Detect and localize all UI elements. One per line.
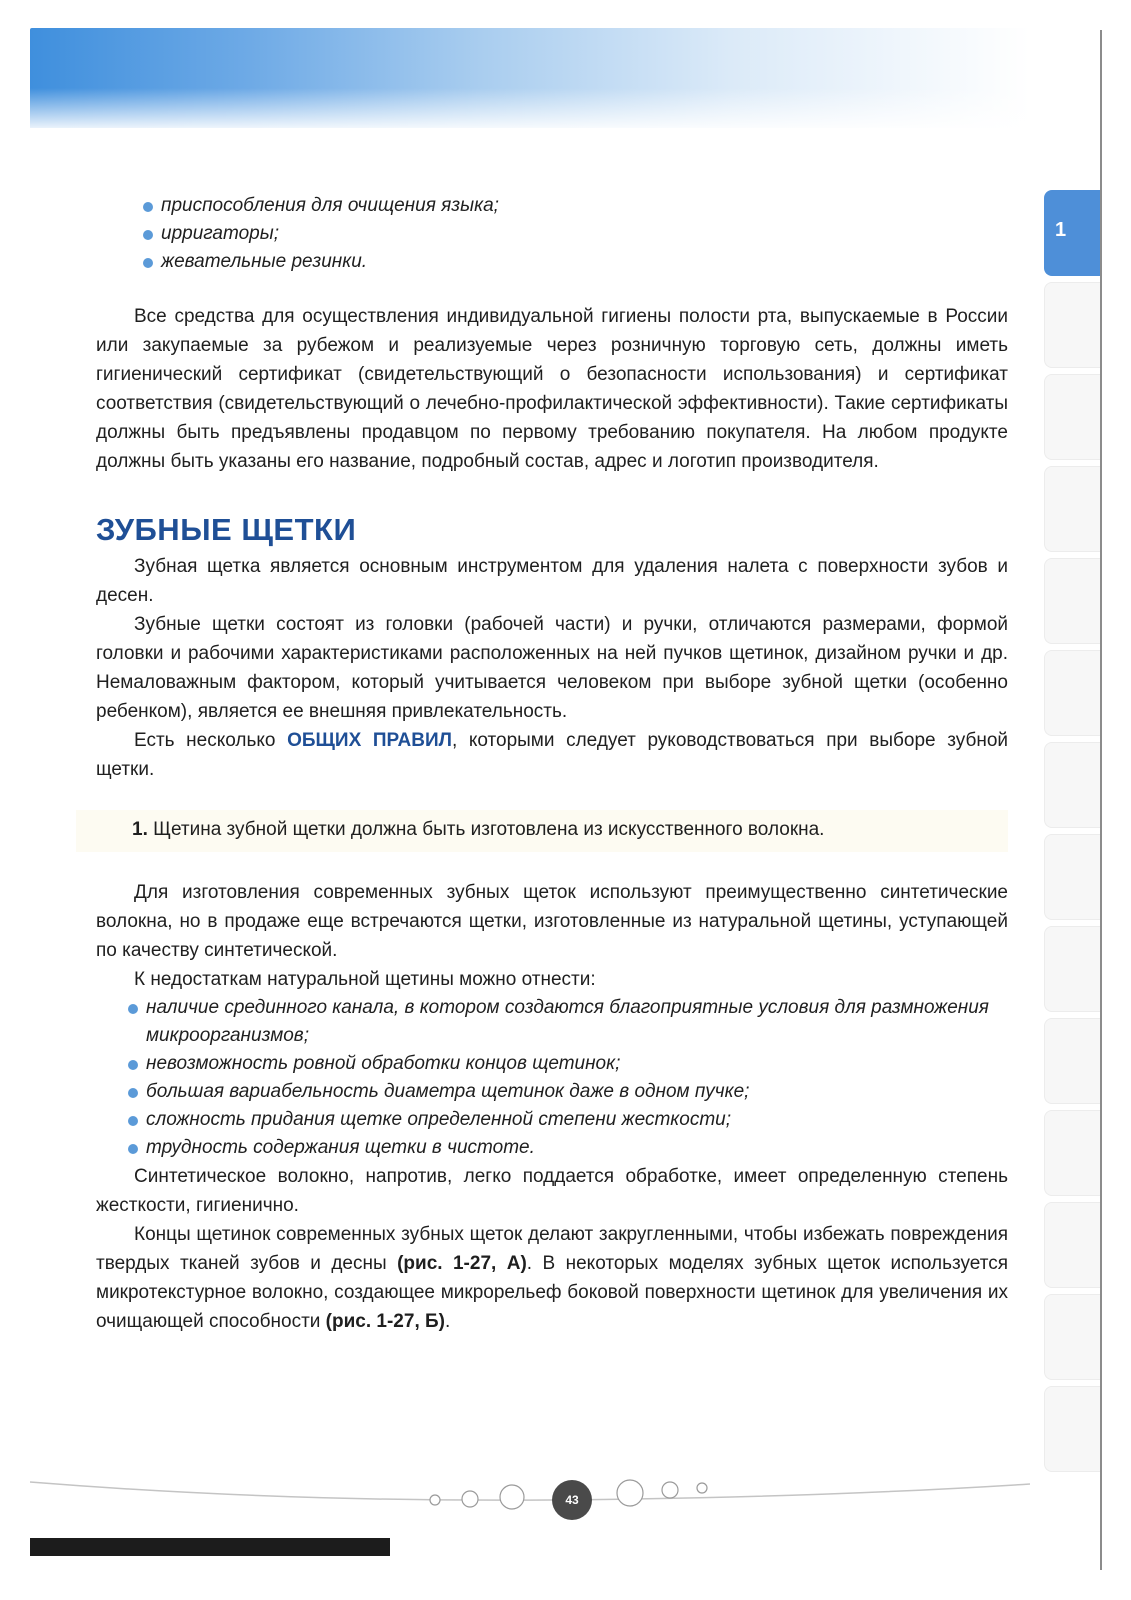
paragraph: Зубные щетки состоят из головки (рабочей части) и ручки, отличаются размерами, формой головки и рабочими характеристиками расположенных на ней пучков щетинок, дизайном ручки и др. Немаловажным фактором, который учитывается человеком при выборе зубной щетки (особенно ребенком), является ее внешняя привлекательность.	[96, 614, 1008, 722]
rule-box	[76, 810, 1008, 852]
chapter-tab[interactable]	[1044, 466, 1100, 552]
rule-text: Щетина зубной щетки должна быть изготовлена из искусственного волокна.	[147, 819, 825, 840]
highlight-text: ОБЩИХ ПРАВИЛ	[287, 730, 452, 751]
header-banner-fade	[30, 88, 1030, 133]
chapter-tab-active[interactable]	[1044, 190, 1100, 276]
drawbacks-list	[126, 994, 1008, 1162]
chapter-tab[interactable]	[1044, 834, 1100, 920]
chapter-tabs	[1044, 190, 1100, 1478]
footer-decoration	[30, 1470, 1030, 1510]
paragraph: Синтетическое волокно, напротив, легко поддается обработке, имеет определенную степень жесткости, гигиенично.	[96, 1166, 1008, 1216]
list-item: трудность содержания щетки в чистоте.	[126, 1134, 1008, 1162]
chapter-tab[interactable]	[1044, 1294, 1100, 1380]
intro-paragraph: Все средства для осуществления индивидуальной гигиены полости рта, выпускаемые в России или закупаемые за рубежом и реализуемые через розничную торговую сеть, должны иметь гигиенический сертификат (свидетельствующий о безопасности использования) и сертификат соответствия (свидетельствующий о лечебно-профилактической эффективности). Такие сертификаты должны быть предъявлены продавцом по первому требованию покупателя. На любом продукте должны быть указаны его название, подробный состав, адрес и логотип производителя.	[96, 306, 1008, 472]
text-span: Есть несколько	[134, 730, 288, 751]
list-item: сложность придания щетке определенной степени жесткости;	[126, 1106, 1008, 1134]
chapter-tab-number: 1	[1055, 219, 1067, 241]
list-item: невозможность ровной обработки концов щетинок;	[126, 1050, 1008, 1078]
text-span: , которыми следует руководствоваться при выборе зубной щетки.	[96, 730, 1009, 780]
chapter-tab[interactable]	[1044, 374, 1100, 460]
chapter-tab[interactable]	[1044, 1202, 1100, 1288]
paragraph	[96, 726, 1008, 784]
top-bullet-list	[141, 192, 1008, 276]
list-item: жевательные резинки.	[141, 248, 1008, 276]
list-item: наличие срединного канала, в котором создаются благоприятные условия для размножения микроорганизмов;	[126, 994, 1008, 1050]
page-number: 43	[552, 1480, 592, 1520]
chapter-tab[interactable]	[1044, 742, 1100, 828]
list-item: ирригаторы;	[141, 220, 1008, 248]
text-span: .	[444, 1311, 451, 1332]
page-edge	[1100, 30, 1102, 1570]
figure-reference: (рис. 1-27, А)	[397, 1253, 527, 1274]
chapter-tab[interactable]	[1044, 282, 1100, 368]
figure-reference: (рис. 1-27, Б)	[325, 1311, 445, 1332]
chapter-tab[interactable]	[1044, 926, 1100, 1012]
bottom-bar	[30, 1538, 390, 1556]
list-item: приспособления для очищения языка;	[141, 192, 1008, 220]
paragraph: Для изготовления современных зубных щеток используют преимущественно синтетические волокна, но в продаже еще встречаются щетки, изготовленные из натуральной щетины, уступающей по качеству синтетической.	[96, 882, 1008, 961]
rule-number: 1.	[132, 819, 148, 840]
page-content	[96, 192, 1008, 1336]
section-title: ЗУБНЫЕ ЩЕТКИ	[96, 512, 357, 547]
chapter-tab[interactable]	[1044, 1018, 1100, 1104]
text-span: . В некоторых моделях зубных щеток используется микротекстурное волокно, создающее микрорельеф боковой поверхности щетинок для увеличения их очищающей способности	[96, 1253, 1009, 1332]
paragraph: Зубная щетка является основным инструментом для удаления налета с поверхности зубов и десен.	[96, 556, 1008, 606]
chapter-tab[interactable]	[1044, 1110, 1100, 1196]
paragraph: К недостаткам натуральной щетины можно отнести:	[134, 969, 596, 990]
chapter-tab[interactable]	[1044, 650, 1100, 736]
chapter-tab[interactable]	[1044, 1386, 1100, 1472]
chapter-tab[interactable]	[1044, 558, 1100, 644]
paragraph	[96, 1220, 1008, 1336]
list-item: большая вариабельность диаметра щетинок даже в одном пучке;	[126, 1078, 1008, 1106]
text-span: Концы щетинок современных зубных щеток делают закругленными, чтобы избежать повреждения твердых тканей зубов и десны	[96, 1224, 1008, 1274]
